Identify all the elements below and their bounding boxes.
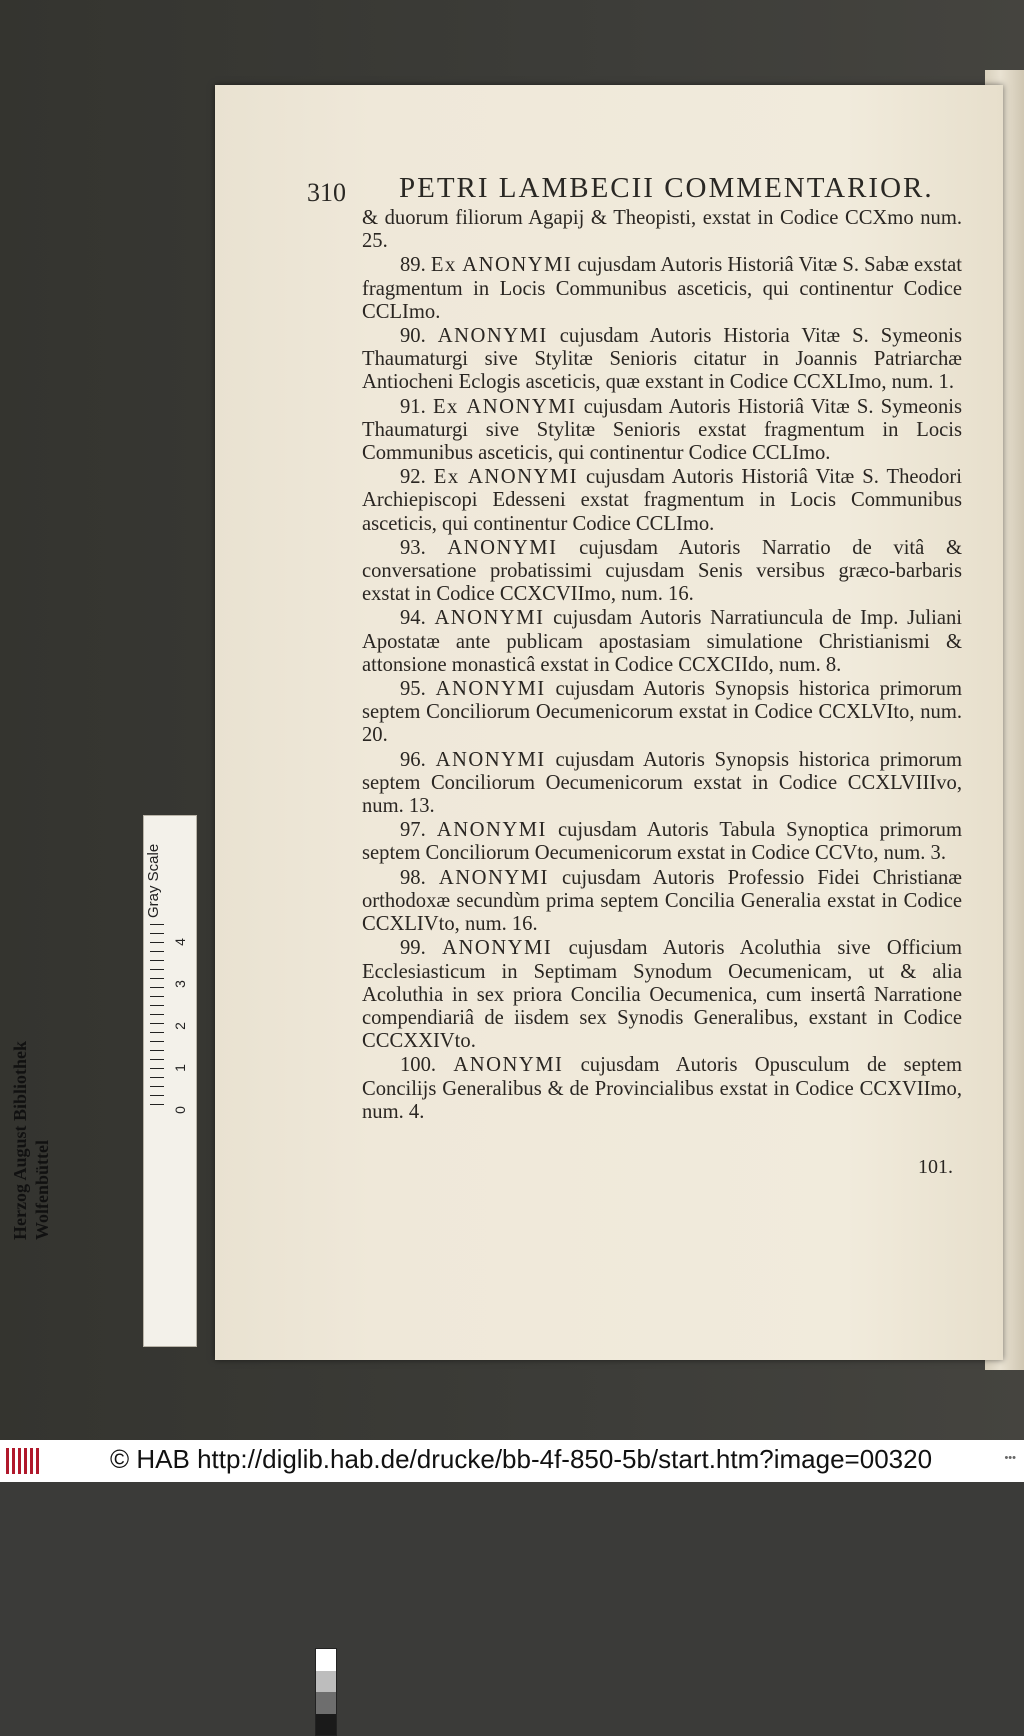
entry-text: cujusdam Autoris Professio Fidei Christianæ orthodoxæ secundùm prima septem Concilia Generalia exstat in Codice CCXLIVto, num. 16. [362, 866, 962, 936]
entry-number: 100. [400, 1054, 437, 1077]
entry [362, 254, 962, 324]
page-number: 310 [307, 178, 346, 207]
entry-number: 97. [400, 819, 426, 842]
entry [362, 819, 962, 865]
footer-copyright-link[interactable]: © HAB http://diglib.hab.de/drucke/bb-4f-850-5b/start.htm?image=00320 [110, 1444, 933, 1474]
entry-text: cujusdam Autoris Historiâ Vitæ S. Symeonis Thaumaturgi sive Stylitæ Senioris exstat fragmentum in Locis Communibus asceticis, qui continentur Codice CCLImo. [362, 395, 962, 465]
entry-number: 91. [400, 395, 426, 418]
footer-bar [0, 1440, 1024, 1482]
library-name-line1: Herzog August Bibliothek [10, 1040, 30, 1240]
gray-step [316, 1692, 336, 1714]
entry-number: 98. [400, 866, 426, 889]
entry-text: cujusdam Autoris Narratiuncula de Imp. Juliani Apostatæ ante publicam apostasiam simulatione Christianismi & attonsione monasticâ exstat in Codice CCXCIIdo, num. 8. [362, 607, 962, 676]
more-dots-icon[interactable]: ••• [1004, 1452, 1016, 1464]
gray-step [316, 1649, 336, 1671]
entry [362, 537, 962, 607]
entry-text: cujusdam Autoris Narratio de vitâ & conversatione probatissimi cujusdam Senis versibus græco-barbaris exstat in Codice CCXCVIImo, num. 16. [362, 536, 962, 606]
library-name [9, 1041, 53, 1240]
scale-numbers [171, 932, 190, 1114]
scale-number: 3 [171, 980, 188, 988]
entry-text: cujusdam Autoris Historia Vitæ S. Symeonis Thaumaturgi sive Stylitæ Senioris citatur in Joannis Patriarchæ Antiocheni Eclogis asceticis, quæ exstant in Codice CCXLImo, num. 1. [362, 325, 962, 394]
entry-author: ANONYMI [442, 937, 553, 960]
entry-author: ANONYMI [435, 748, 546, 771]
entry-author: ANONYMI [453, 1054, 564, 1077]
entry-number: 93. [400, 536, 426, 559]
entry-text: cujusdam Autoris Historiâ Vitæ S. Theodori Archiepiscopi Edesseni exstat fragmentum in Locis Communibus asceticis, qui continentur Codice CCLImo. [362, 466, 962, 535]
entry-number: 95. [400, 678, 426, 701]
gray-step [316, 1671, 336, 1693]
entry-author: Ex ANONYMI [432, 395, 577, 418]
entry-author: Ex ANONYMI [430, 254, 573, 277]
scale-number: 4 [171, 938, 188, 946]
running-head: PETRI LAMBECII COMMENTARIOR. [399, 172, 934, 204]
entry-text: cujusdam Autoris Synopsis historica primorum septem Conciliorum Oecumenicorum exstat in Codice CCXLVIto, num. 20. [362, 678, 962, 747]
gray-scale-steps [315, 1648, 337, 1736]
hab-logo-icon [6, 1448, 42, 1474]
entry-text: cujusdam Autoris Synopsis historica primorum septem Conciliorum Oecumenicorum exstat in Codice CCXLVIIIvo, num. 13. [362, 748, 962, 818]
entry-text: cujusdam Autoris Opusculum de septem Concilijs Generalibus & de Provincialibus exstat in Codice CCXVIImo, num. 4. [362, 1054, 963, 1123]
entry [362, 207, 962, 253]
entry [362, 749, 962, 819]
gray-scale-label: Gray Scale [145, 843, 162, 918]
scale-number: 0 [171, 1106, 188, 1114]
entry-author: ANONYMI [447, 536, 558, 559]
entry-number: 99. [400, 937, 426, 960]
entry [362, 396, 962, 466]
page-header [307, 172, 947, 212]
gray-step [316, 1714, 336, 1736]
entry [362, 607, 962, 677]
entry [362, 1054, 962, 1124]
entry-text: cujusdam Autoris Tabula Synoptica primorum septem Conciliorum Oecumenicorum exstat in Codice CCVto, num. 3. [362, 819, 962, 865]
entry-text: cujusdam Autoris Acoluthia sive Officium Ecclesiasticum in Septimam Synodum Oecumenicam, ut & alia Acoluthia in sex priora Concilia Oecumenica, cum insertâ Narratione compendiariâ de iisdem sex Synodis Generalibus, exstant in Codice CCCXXIVto. [362, 937, 963, 1053]
entry-text: cujusdam Autoris Historiâ Vitæ S. Sabæ exstat fragmentum in Locis Communibus asceticis, qui continentur Codice CCLImo. [362, 254, 962, 323]
entry [362, 466, 962, 536]
entry-number: 92. [400, 466, 426, 489]
entry [362, 678, 962, 748]
catchword: 101. [918, 1156, 953, 1178]
entry-author: ANONYMI [436, 819, 547, 842]
body-text [362, 207, 962, 1125]
entry [362, 867, 962, 937]
entry-number: 96. [400, 748, 426, 771]
entry [362, 937, 962, 1053]
entry-number: 90. [400, 325, 426, 348]
entry [362, 325, 962, 395]
entry-author: ANONYMI [438, 866, 549, 889]
entry-number: 89. [400, 254, 426, 277]
ruler-ticks [150, 924, 164, 1109]
entry-author: ANONYMI [437, 325, 548, 348]
library-name-line2: Wolfenbüttel [32, 1139, 52, 1240]
entry-author: ANONYMI [435, 678, 546, 701]
scale-number: 2 [171, 1022, 188, 1030]
entry-text: & duorum filiorum Agapij & Theopisti, exstat in Codice CCXmo num. 25. [362, 207, 962, 253]
entry-author: ANONYMI [434, 607, 545, 630]
entry-number: 94. [400, 607, 426, 630]
entry-author: Ex ANONYMI [433, 466, 578, 489]
scale-number: 1 [171, 1064, 188, 1072]
